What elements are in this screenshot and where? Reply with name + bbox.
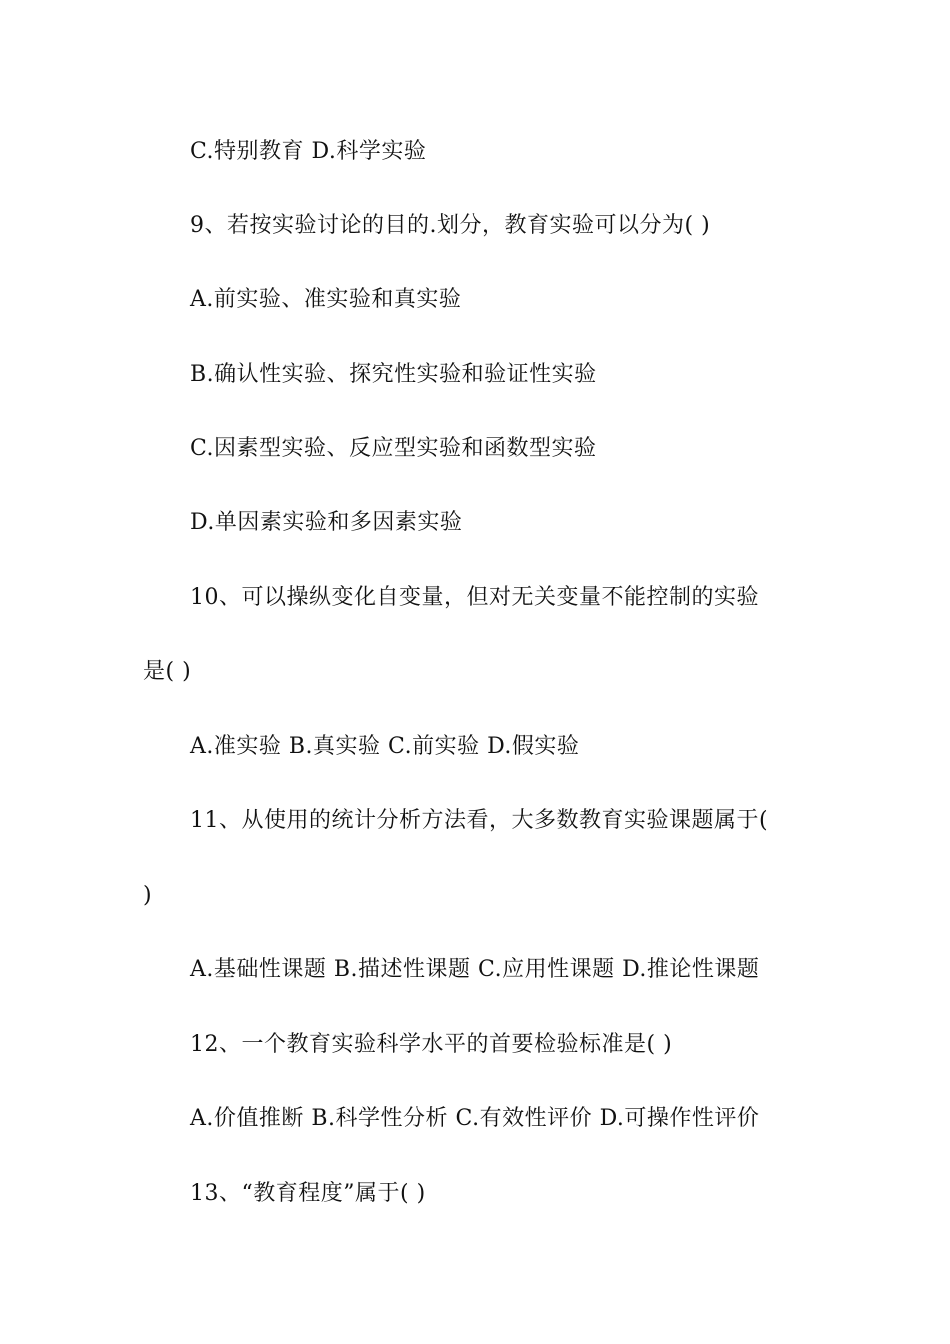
q10-options: A.准实验 B.真实验 C.前实验 D.假实验	[190, 734, 580, 759]
question-10-continued: 是( )	[143, 659, 192, 684]
q11-options: A.基础性课题 B.描述性课题 C.应用性课题 D.推论性课题	[190, 957, 760, 982]
question-12: 12、一个教育实验科学水平的首要检验标准是( )	[190, 1032, 673, 1057]
q9-option-b: B.确认性实验、探究性实验和验证性实验	[190, 362, 597, 387]
question-11-continued: )	[143, 883, 153, 908]
question-11: 11、从使用的统计分析方法看，大多数教育实验课题属于(	[190, 808, 769, 833]
question-9: 9、若按实验讨论的目的.划分，教育实验可以分为( )	[190, 213, 711, 238]
q9-option-c: C.因素型实验、反应型实验和函数型实验	[190, 436, 597, 461]
q12-options: A.价值推断 B.科学性分析 C.有效性评价 D.可操作性评价	[190, 1106, 760, 1131]
question-13: 13、“教育程度”属于( )	[190, 1181, 426, 1206]
question-10: 10、可以操纵变化自变量，但对无关变量不能控制的实验	[190, 585, 759, 610]
q9-option-d: D.单因素实验和多因素实验	[190, 510, 463, 535]
q9-option-a: A.前实验、准实验和真实验	[190, 287, 462, 312]
answer-options-q8-cd: C.特别教育 D.科学实验	[190, 139, 427, 164]
